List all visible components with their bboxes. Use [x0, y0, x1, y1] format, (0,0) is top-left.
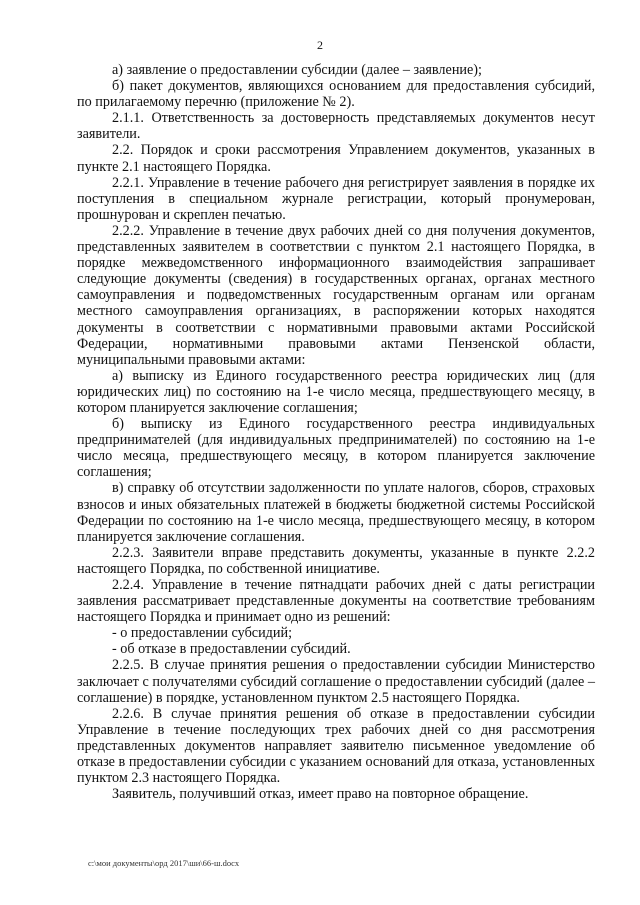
paragraph-2-2-6: 2.2.6. В случае принятия решения об отказе в предоставлении субсидии Управление в течение последующих трех рабочих дней со дня рассмотрения представленных документов направляет заявителю письменное уведомление об отказе в предоставлении субсидии с указанием оснований для отказа, установленных пунктом 2.3 настоящего Порядка. [77, 705, 595, 787]
paragraph-2-2-2-b: б) выписку из Единого государственного реестра индивидуальных предпринимателей (для индивидуальных предпринимателей) по состоянию на 1-е число месяца, предшествующего месяцу, в котором планируется заключение соглашения; [77, 416, 595, 481]
decision-option-grant: - о предоставлении субсидий; [112, 625, 293, 642]
paragraph-2-2-1: 2.2.1. Управление в течение рабочего дня регистрирует заявления в порядке их поступления в специальном журнале регистрации, который пронумерован, прошнурован и скреплен печатью. [77, 174, 595, 223]
document-body [77, 62, 595, 802]
paragraph-2-a-application: а) заявление о предоставлении субсидии (далее – заявление); [112, 62, 482, 78]
paragraph-2-2-3: 2.2.3. Заявители вправе представить документы, указанные в пункте 2.2.2 настоящего Порядка, по собственной инициативе. [77, 544, 595, 577]
paragraph-2-2-5: 2.2.5. В случае принятия решения о предоставлении субсидии Министерство заключает с получателями субсидий соглашение о предоставлении субсидий (далее – соглашение) в порядке, установленном пунктом 2.5 настоящего Порядка. [77, 657, 595, 706]
paragraph-2-1-1: 2.1.1. Ответственность за достоверность представляемых документов несут заявители. [77, 110, 595, 143]
page-number: 2 [317, 38, 323, 52]
paragraph-2-2-2-c: в) справку об отсутствии задолженности по уплате налогов, сборов, страховых взносов и иных обязательных платежей в бюджеты бюджетной системы Российской Федерации по состоянию на 1-е число месяца, предшествующего месяцу, в котором планируется заключение соглашения. [77, 480, 595, 545]
paragraph-2-2-4: 2.2.4. Управление в течение пятнадцати рабочих дней с даты регистрации заявления рассматривает представленные документы на соответствие требованиям настоящего Порядка и принимает одно из решений: [77, 577, 595, 626]
decision-option-refuse: - об отказе в предоставлении субсидий. [112, 641, 351, 658]
paragraph-2-2-2-a: а) выписку из Единого государственного реестра юридических лиц (для юридических лиц) по состоянию на 1-е число месяца, предшествующего месяцу, в котором планируется заключение соглашения; [77, 367, 595, 416]
paragraph-reapplication: Заявитель, получивший отказ, имеет право на повторное обращение. [112, 786, 529, 803]
paragraph-2-2-2: 2.2.2. Управление в течение двух рабочих дней со дня получения документов, представленных заявителем в соответствии с пунктом 2.1 настоящего Порядка, в порядке межведомственного информационного взаимодействия запрашивает следующие документы (сведения) в государственных органах, органах местного самоуправления и подведомственных государственным органам или органам местного самоуправления организациях, в распоряжении которых находятся документы в соответствии с нормативными правовыми актами Российской Федерации, нормативными правовыми актами Пензенской области, муниципальными правовыми актами: [77, 222, 595, 368]
paragraph-2-b-document-package: б) пакет документов, являющихся основанием для предоставления субсидий, по прилагаемому перечню (приложение № 2). [77, 78, 595, 111]
footer-file-path: c:\мои документы\орд 2017\ши\66-ш.docx [88, 858, 240, 868]
paragraph-2-2: 2.2. Порядок и сроки рассмотрения Управлением документов, указанных в пункте 2.1 настоящего Порядка. [77, 142, 595, 175]
